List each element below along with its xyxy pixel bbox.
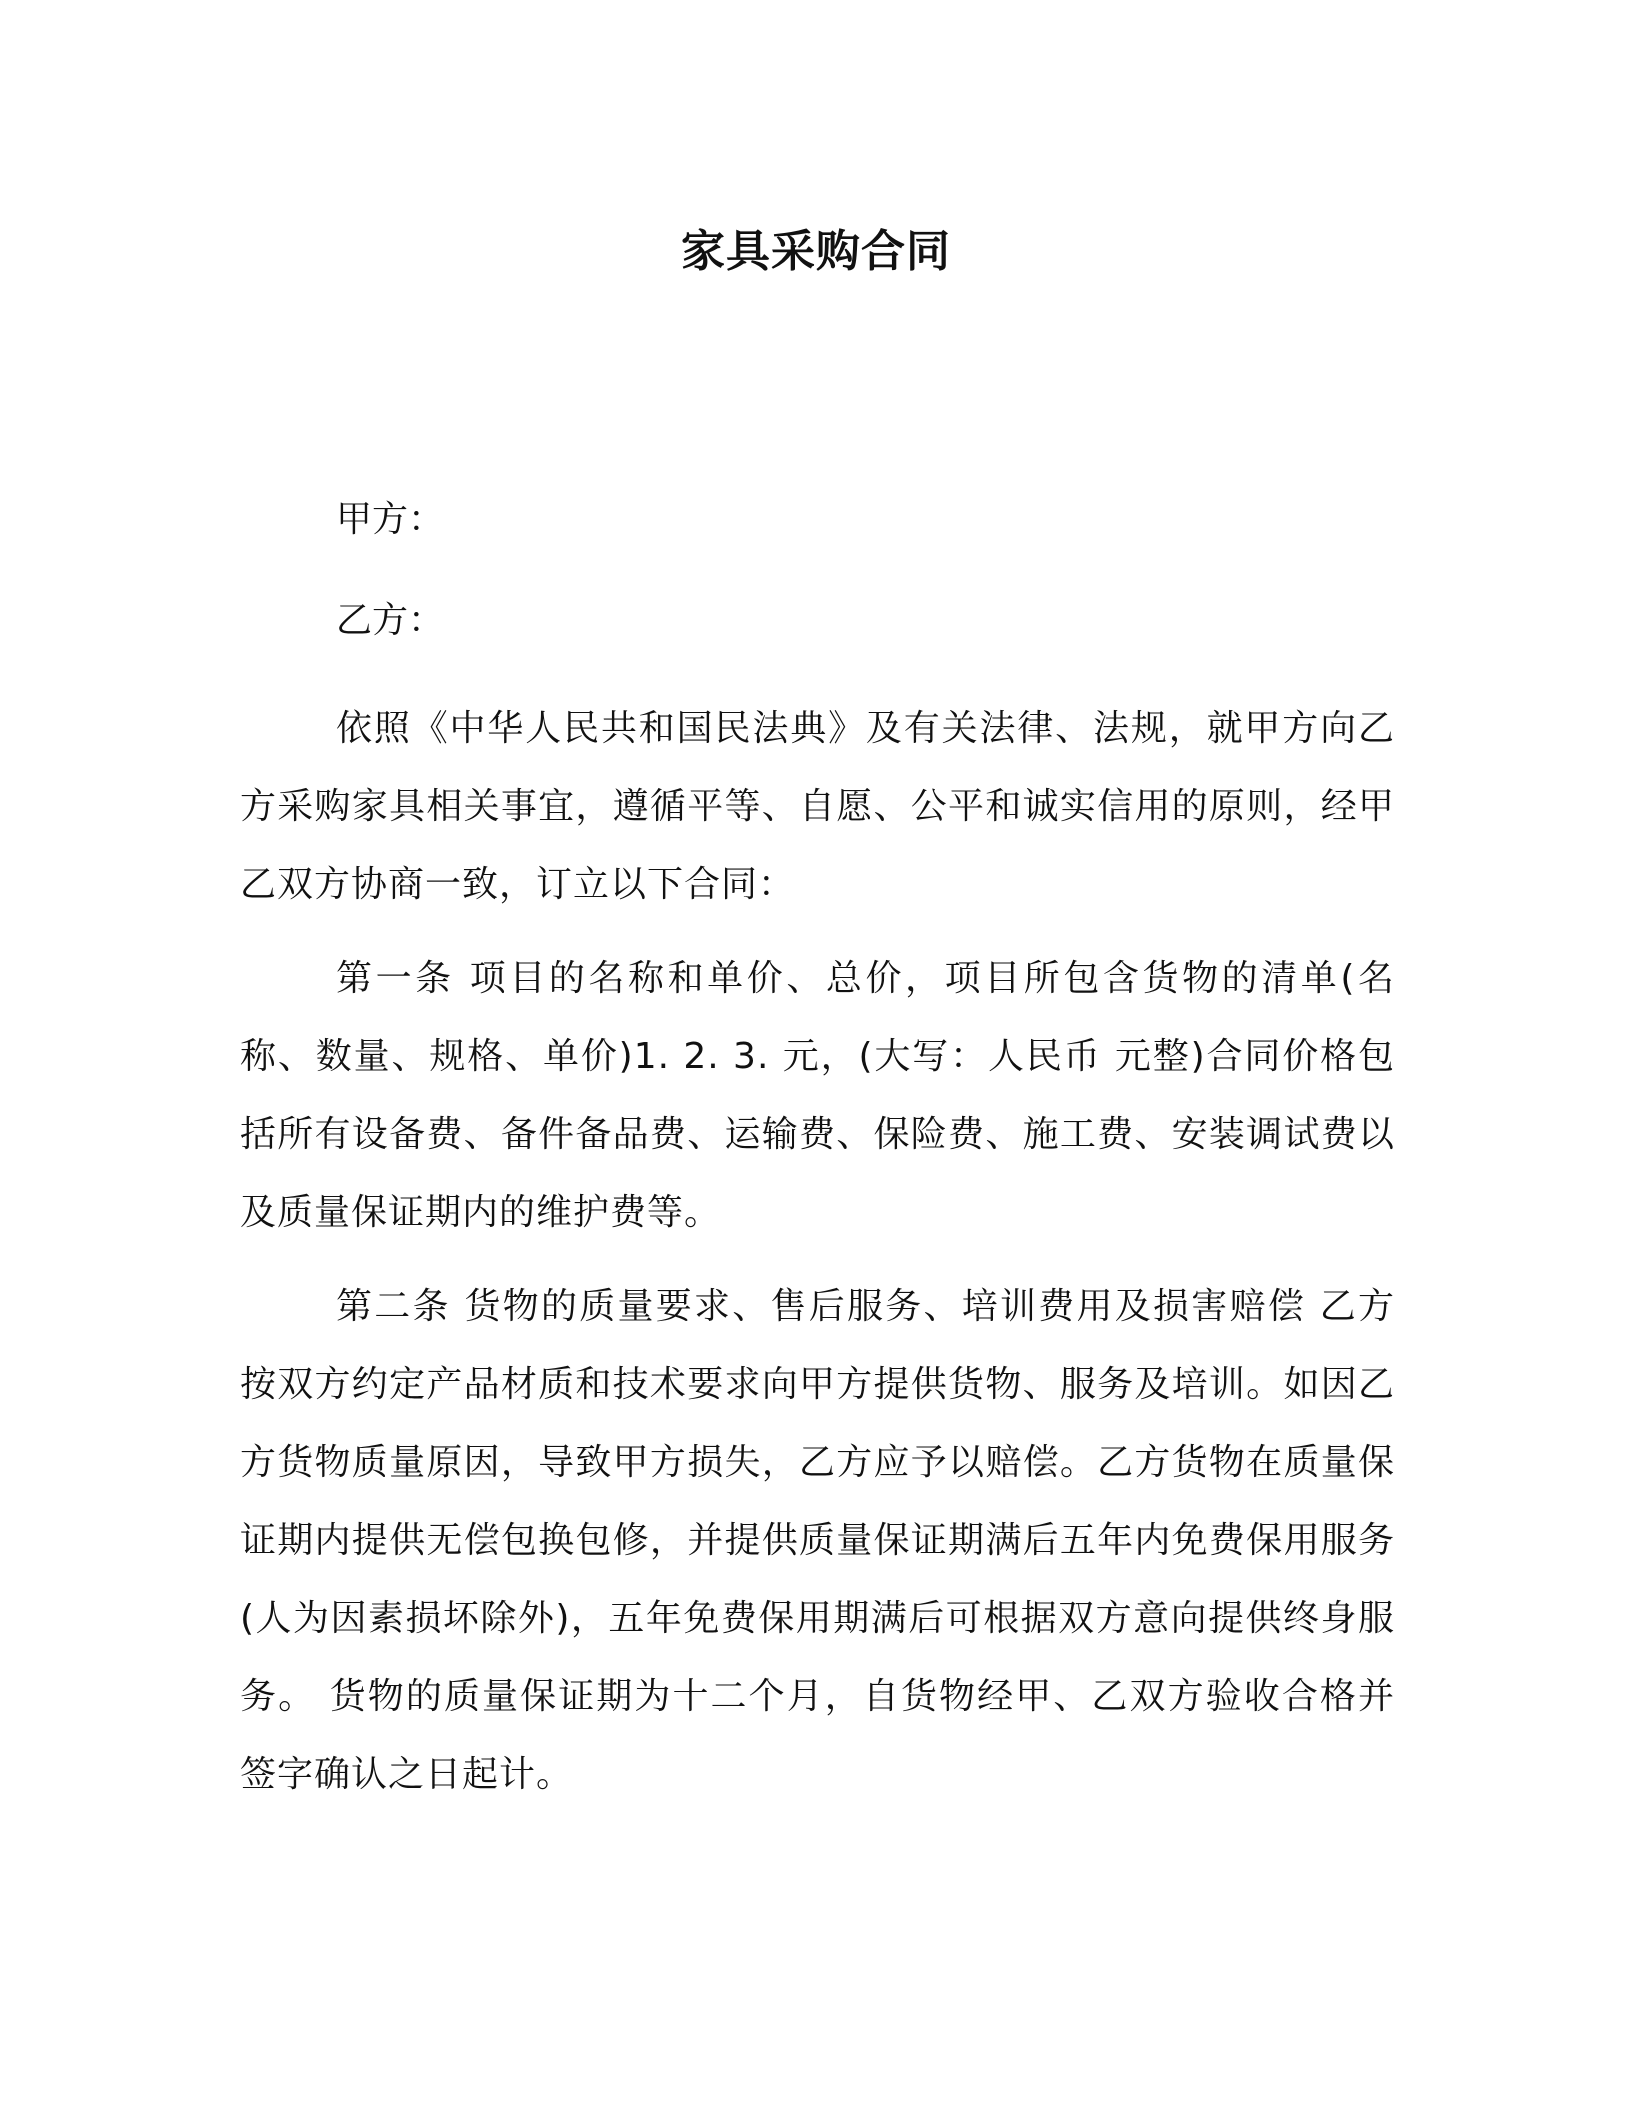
party-a-label: 甲方： xyxy=(336,499,445,540)
preamble-paragraph: 依照《中华人民共和国民法典》及有关法律、法规，就甲方向乙方采购家具相关事宜，遵循平等、自愿、公平和诚实信用的原则，经甲乙双方协商一致，订立以下合同： xyxy=(240,708,1395,905)
article-2-paragraph: 第二条 货物的质量要求、售后服务、培训费用及损害赔偿 乙方按双方约定产品材质和技术要求向甲方提供货物、服务及培训。如因乙方货物质量原因，导致甲方损失，乙方应予以赔偿。乙方货物在质量保证期内提供无偿包换包修，并提供质量保证期满后五年内免费保用服务(人为因素损坏除外)，五年免费保用期满后可根据双方意向提供终身服务。 货物的质量保证期为十二个月，自货物经甲、乙双方验收合格并签字确认之日起计。 xyxy=(240,1286,1395,1795)
article-1-paragraph: 第一条 项目的名称和单价、总价，项目所包含货物的清单(名称、数量、规格、单价)1. 2. 3. 元，(大写：人民币 元整)合同价格包括所有设备费、备件备品费、运输费、保险费、施工费、安装调试费以及质量保证期内的维护费等。 xyxy=(240,958,1395,1233)
document-title: 家具采购合同 xyxy=(681,226,951,277)
party-b-label: 乙方： xyxy=(336,600,445,641)
